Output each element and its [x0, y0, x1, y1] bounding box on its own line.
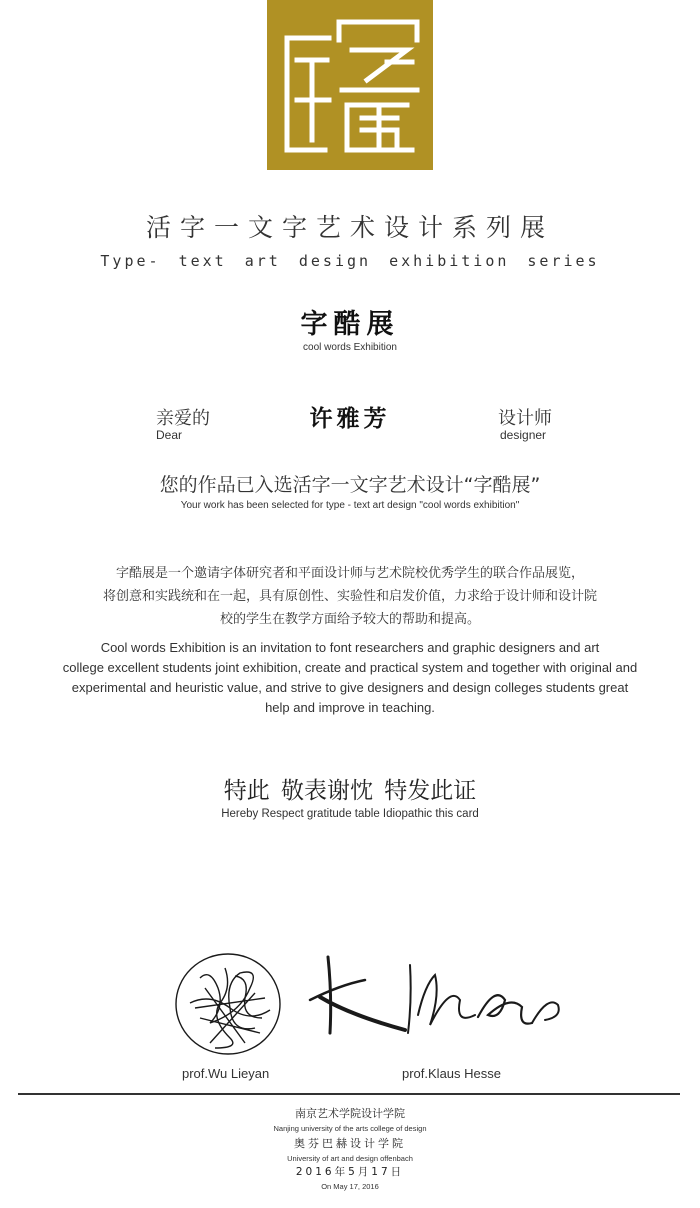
dear-label-cn: 亲爱的 [156, 408, 210, 429]
school2-name-cn: 奥芬巴赫设计学院 [294, 1137, 406, 1150]
recipient-name: 许雅芳 [309, 406, 391, 432]
description-en-line: college excellent students joint exhibition, create and practical system and together with original and [62, 660, 638, 675]
signatory-klaus-hesse: prof.Klaus Hesse [402, 1066, 501, 1081]
description-cn-line: 将创意和实践统和在一起，具有原创性、实验性和启发价值，力求给于设计师和设计院 [102, 589, 597, 604]
description-en-line: experimental and heuristic value, and strive to give designers and design colleges students great [71, 680, 629, 695]
description-cn [0, 562, 700, 631]
designer-label-cn: 设计师 [498, 408, 552, 429]
dear-label-en: Dear [156, 428, 183, 442]
description-cn-line: 校的学生在教学方面给予较大的帮助和提高。 [219, 612, 480, 627]
description-en [0, 638, 700, 718]
series-title-en: Type- text art design exhibition series [100, 252, 600, 270]
date-cn: 2016年5月17日 [295, 1166, 405, 1178]
selection-text-cn: 您的作品已入选活字一文字艺术设计“字酷展” [159, 474, 541, 496]
selection-text-en: Your work has been selected for type - text art design "cool words exhibition" [180, 500, 520, 511]
description-en-line: help and improve in teaching. [265, 700, 435, 715]
designer-label-en: designer [500, 428, 547, 442]
signature-klaus-hesse-icon [300, 945, 570, 1045]
date-en: On May 17, 2016 [321, 1182, 379, 1191]
zi-ku-logo-icon [267, 0, 433, 170]
closing-text-en: Hereby Respect gratitude table Idiopathic this card [221, 808, 479, 820]
series-title-cn: 活字一文字艺术设计系列展 [145, 213, 554, 242]
description-cn-line: 字酷展是一个邀请字体研究者和平面设计师与艺术院校优秀学生的联合作品展览， [115, 566, 584, 581]
school2-name-en: University of art and design offenbach [287, 1154, 413, 1163]
exhibition-name-en: cool words Exhibition [303, 342, 397, 353]
closing-text-cn: 特此 敬表谢忱 特发此证 [223, 778, 477, 804]
school1-name-cn: 南京艺术学院设计学院 [295, 1107, 405, 1120]
exhibition-name-cn: 字酷展 [300, 309, 400, 340]
footer-divider [18, 1093, 680, 1095]
signatory-wu-lieyan: prof.Wu Lieyan [182, 1066, 270, 1081]
signature-wu-lieyan-icon [170, 948, 288, 1066]
description-en-line: Cool words Exhibition is an invitation to font researchers and graphic designers and art [100, 640, 600, 655]
school1-name-en: Nanjing university of the arts college of design [273, 1124, 427, 1133]
exhibition-logo [267, 0, 433, 170]
